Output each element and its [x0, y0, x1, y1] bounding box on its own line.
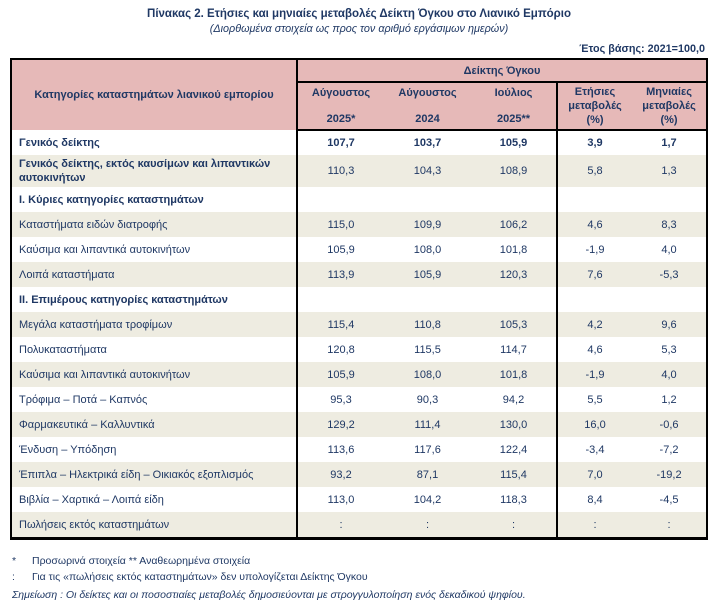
col-header-july-2025 — [471, 82, 557, 130]
value-cell — [384, 287, 471, 312]
category-cell: Ένδυση – Υπόδηση — [11, 437, 297, 462]
category-cell: Καύσιμα και λιπαντικά αυτοκινήτων — [11, 362, 297, 387]
value-cell: 109,9 — [413, 218, 442, 231]
value-cell: 122,4 — [471, 437, 557, 462]
category-cell: Πωλήσεις εκτός καταστημάτων — [11, 512, 297, 539]
value-cell: 105,9 — [327, 243, 355, 256]
value-cell: : — [425, 518, 430, 531]
footnote-symbol: : — [12, 571, 15, 583]
value-cell: 108,9 — [471, 155, 557, 187]
table-row — [11, 362, 707, 387]
value-cell: -5,3 — [659, 268, 679, 281]
col-header-year: 2025** — [496, 113, 531, 125]
value-cell: 110,8 — [414, 318, 441, 331]
table-body — [11, 130, 707, 539]
volume-index-table — [10, 58, 708, 540]
category-cell: Καταστήματα ειδών διατροφής — [11, 212, 297, 237]
col-header-month: Αύγουστος — [311, 87, 371, 99]
value-cell: 108,0 — [413, 368, 442, 381]
value-cell: 3,9 — [587, 137, 603, 149]
value-cell: 115,4 — [327, 318, 355, 331]
volume-index-group-header: Δείκτης Όγκου — [297, 59, 707, 82]
value-cell: 118,3 — [471, 487, 557, 512]
value-cell: : — [667, 518, 671, 531]
value-cell: 7,0 — [587, 468, 603, 481]
value-cell: 9,6 — [661, 318, 677, 331]
table-row — [11, 237, 707, 262]
value-cell: 1,7 — [661, 137, 677, 149]
value-cell: 111,4 — [414, 418, 441, 431]
value-cell: 115,4 — [471, 462, 557, 487]
col-header-year: 2024 — [415, 113, 440, 125]
value-cell: 4,6 — [587, 343, 603, 356]
category-cell: Πολυκαταστήματα — [11, 337, 297, 362]
col-header-year: 2025* — [326, 113, 356, 125]
value-cell: 129,2 — [327, 418, 355, 431]
category-cell: ΙΙ. Επιμέρους κατηγορίες καταστημάτων — [11, 287, 297, 312]
col-header-month: Ιούλιος — [494, 87, 533, 99]
value-cell: 7,6 — [587, 268, 603, 281]
value-cell: 4,0 — [661, 243, 677, 256]
category-cell: Ι. Κύριες κατηγορίες καταστημάτων — [11, 187, 297, 212]
value-cell: 101,8 — [471, 362, 557, 387]
value-cell: -1,9 — [585, 368, 605, 381]
table-row — [11, 287, 707, 312]
value-cell: 95,3 — [330, 393, 352, 406]
value-cell: 104,3 — [413, 165, 442, 177]
value-cell: : — [339, 518, 343, 531]
value-cell: 1,3 — [661, 165, 677, 177]
value-cell: 114,7 — [471, 337, 557, 362]
table-row — [11, 437, 707, 462]
table-row — [11, 155, 707, 187]
col-header-monthly-change: Μηνιαίες μεταβολές (%) — [632, 82, 707, 130]
value-cell — [297, 287, 384, 312]
value-cell: 107,7 — [327, 137, 355, 149]
value-cell: -1,9 — [585, 243, 605, 256]
category-cell: Μεγάλα καταστήματα τροφίμων — [11, 312, 297, 337]
table-row — [11, 462, 707, 487]
value-cell — [384, 187, 471, 212]
value-cell — [297, 187, 384, 212]
footnote-symbol: * — [12, 555, 17, 567]
value-cell: 103,7 — [413, 137, 442, 149]
value-cell: 113,9 — [327, 268, 355, 281]
table-row — [11, 262, 707, 287]
value-cell — [632, 187, 707, 212]
value-cell: 115,5 — [414, 343, 441, 356]
base-year-label: Έτος βάσης: 2021=100,0 — [579, 43, 705, 55]
value-cell: 8,4 — [587, 493, 603, 506]
value-cell: 101,8 — [471, 237, 557, 262]
category-cell: Καύσιμα και λιπαντικά αυτοκινήτων — [11, 237, 297, 262]
col-header-august-2024 — [384, 82, 471, 130]
value-cell: 104,2 — [413, 493, 442, 506]
table-row — [11, 312, 707, 337]
value-cell: : — [593, 518, 597, 531]
table-row — [11, 337, 707, 362]
value-cell: 115,0 — [327, 218, 355, 231]
category-cell: Γενικός δείκτης — [11, 130, 297, 155]
table-row — [11, 387, 707, 412]
value-cell: 106,2 — [471, 212, 557, 237]
value-cell: 117,6 — [414, 443, 441, 456]
col-header-august-2025 — [297, 82, 384, 130]
page-title: Πίνακας 2. Ετήσιες και μηνιαίες μεταβολές Δείκτη Όγκου στο Λιανικό Εμπόριο — [147, 8, 571, 20]
value-cell — [557, 287, 632, 312]
value-cell: 113,6 — [327, 443, 355, 456]
value-cell — [471, 187, 557, 212]
value-cell: 4,6 — [587, 218, 603, 231]
value-cell: 120,3 — [471, 262, 557, 287]
table-header — [11, 59, 707, 130]
footnote-text: Για τις «πωλήσεις εκτός καταστημάτων» δεν υπολογίζεται Δείκτης Όγκου — [32, 571, 368, 583]
value-cell: 90,3 — [416, 393, 439, 406]
value-cell: -0,6 — [659, 418, 679, 431]
value-cell: 87,1 — [416, 468, 439, 481]
value-cell: 5,3 — [661, 343, 677, 356]
page-subtitle: (Διορθωμένα στοιχεία ως προς τον αριθμό εργάσιμων ημερών) — [209, 23, 509, 35]
value-cell: : — [471, 512, 557, 539]
value-cell: 94,2 — [471, 387, 557, 412]
category-cell: Γενικός δείκτης, εκτός καυσίμων και λιπαντικών αυτοκινήτων — [11, 155, 297, 187]
value-cell: 105,9 — [413, 268, 442, 281]
value-cell: 4,0 — [661, 368, 677, 381]
value-cell: -3,4 — [585, 443, 605, 456]
category-column-header: Κατηγορίες καταστημάτων λιανικού εμπορίου — [11, 59, 297, 130]
value-cell: 93,2 — [330, 468, 352, 481]
category-cell: Έπιπλα – Ηλεκτρικά είδη – Οικιακός εξοπλισμός — [11, 462, 297, 487]
table-row — [11, 487, 707, 512]
footnotes — [12, 553, 718, 603]
col-header-annual-change: Ετήσιες μεταβολές (%) — [557, 82, 632, 130]
value-cell: 1,2 — [661, 393, 677, 406]
footnote-text: Προσωρινά στοιχεία ** Αναθεωρημένα στοιχεία — [32, 555, 251, 567]
value-cell: 105,9 — [471, 130, 557, 155]
table-row — [11, 130, 707, 155]
category-cell: Φαρμακευτικά – Καλλυντικά — [11, 412, 297, 437]
value-cell: 120,8 — [327, 343, 355, 356]
value-cell: 108,0 — [413, 243, 442, 256]
value-cell: 113,0 — [327, 493, 355, 506]
value-cell: -7,2 — [659, 443, 679, 456]
footnote-colon — [12, 569, 718, 585]
value-cell — [632, 287, 707, 312]
value-cell: 8,3 — [661, 218, 677, 231]
category-cell: Βιβλία – Χαρτικά – Λοιπά είδη — [11, 487, 297, 512]
value-cell — [557, 187, 632, 212]
value-cell: -19,2 — [656, 468, 682, 481]
category-cell: Τρόφιμα – Ποτά – Καπνός — [11, 387, 297, 412]
col-header-month: Αύγουστος — [398, 87, 457, 99]
value-cell: 5,5 — [587, 393, 603, 406]
value-cell: 5,8 — [587, 165, 603, 177]
value-cell: 130,0 — [471, 412, 557, 437]
value-cell: 105,9 — [327, 368, 355, 381]
footnote-provisional — [12, 553, 718, 569]
table-row — [11, 187, 707, 212]
value-cell: 105,3 — [471, 312, 557, 337]
value-cell: 16,0 — [584, 418, 606, 431]
value-cell: -4,5 — [659, 493, 679, 506]
value-cell — [471, 287, 557, 312]
table-row — [11, 512, 707, 539]
table-row — [11, 412, 707, 437]
value-cell: 4,2 — [587, 318, 603, 331]
category-cell: Λοιπά καταστήματα — [11, 262, 297, 287]
value-cell: 110,3 — [327, 165, 355, 177]
footnote-note: Σημείωση : Οι δείκτες και οι ποσοστιαίες μεταβολές δημοσιεύονται με στρογγυλοποίηση ενός δεκαδικού ψηφίου. — [12, 589, 526, 601]
table-row — [11, 212, 707, 237]
